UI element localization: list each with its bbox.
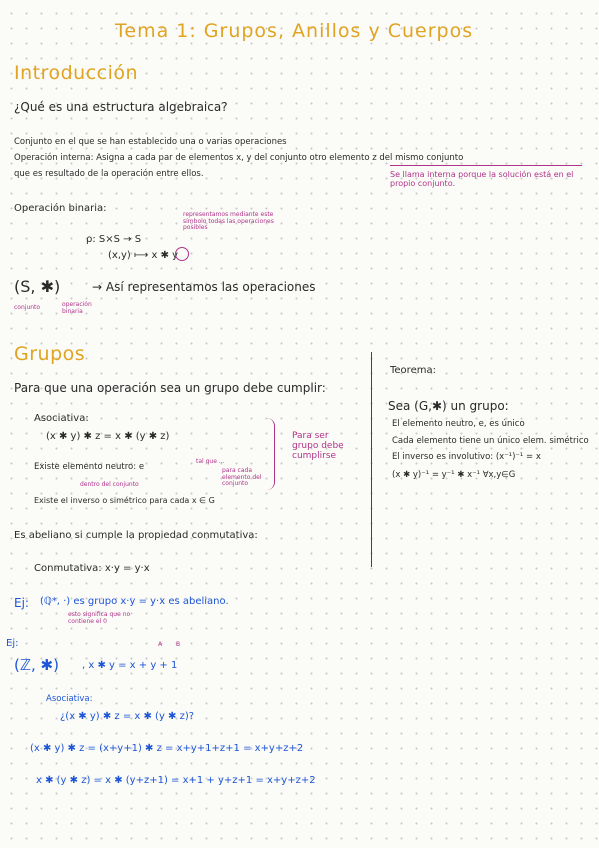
structure-arrow-text: → Así representamos las operaciones: [92, 280, 316, 294]
label-b: B: [176, 641, 181, 648]
note-representamos: representamos mediante este símbolo todas las operaciones posibles: [183, 211, 274, 232]
map-line-1: ρ: S×S → S: [86, 234, 142, 245]
asociativa-label: Asociativa:: [34, 413, 89, 424]
definition-line-1: Conjunto en el que se han establecido una o varias operaciones: [14, 137, 287, 147]
map-line-2: (x,y) ⟼ x ✱ y: [108, 250, 179, 261]
heading-grupos: Grupos: [14, 343, 86, 365]
definition-line-3: que es resultado de la operación entre ellos.: [14, 169, 204, 179]
ejemplo2-label: Ej:: [6, 638, 19, 649]
section-divider: [371, 352, 372, 567]
inverso-label: Existe el inverso o simétrico para cada x ∈ G: [34, 496, 215, 505]
ejemplo2-set: (ℤ, ✱): [14, 656, 59, 674]
ejemplo2-line-2: x ✱ (y ✱ z) = x ✱ (y+z+1) = x+1 + y+z+1 = x+y+z+2: [36, 775, 316, 786]
inverso-note-1: dentro del conjunto: [80, 481, 139, 488]
note-conjunto: conjunto: [14, 304, 41, 311]
inverso-note-2: para cada elemento del conjunto: [222, 467, 262, 488]
teorema-sea: Sea (G,✱) un grupo:: [388, 399, 509, 413]
definition-line-2: Operación interna: Asigna a cada par de elementos x, y del conjunto otro elemento z del mismo conjunto: [14, 153, 464, 163]
conditions-brace: [264, 418, 275, 490]
heading-introduccion: Introducción: [14, 62, 139, 84]
ejemplo2-asociativa: Asociativa:: [46, 694, 93, 704]
teorema-item-4: (x ✱ y)⁻¹ = y⁻¹ ✱ x⁻¹ ∀x,y∈G: [392, 470, 516, 480]
ejemplo2-line-1: (x ✱ y) ✱ z = (x+y+1) ✱ z = x+y+1+z+1 = x+y+z+2: [30, 743, 304, 754]
binaria-label: Operación binaria:: [14, 203, 107, 214]
neutro-label: Existe elemento neutro: e: [34, 462, 145, 472]
teorema-item-2: Cada elemento tiene un único elem. simétrico: [392, 436, 589, 446]
conmutativa-formula: Conmutativa: x·y = y·x: [34, 563, 150, 574]
grupos-intro: Para que una operación sea un grupo debe cumplir:: [14, 381, 326, 395]
ejemplo1-note: esto significa que no contiene el 0: [68, 611, 131, 625]
ejemplo2-question: ¿(x ✱ y) ✱ z = x ✱ (y ✱ z)?: [60, 711, 195, 722]
brace-note: Para ser grupo debe cumplirse: [292, 431, 344, 461]
note-interna: Se llama interna porque la solución está en el propio conjunto.: [390, 170, 574, 188]
ejemplo1-text: (ℚ*, ·) es grupo x·y = y·x es abeliano.: [40, 596, 229, 607]
page-title: Tema 1: Grupos, Anillos y Cuerpos: [115, 20, 474, 42]
asociativa-formula: (x ✱ y) ✱ z = x ✱ (y ✱ z): [46, 431, 170, 442]
intro-question: ¿Qué es una estructura algebraica?: [14, 100, 228, 114]
teorema-item-1: El elemento neutro, e, es único: [392, 419, 525, 429]
operator-circle: [175, 247, 189, 261]
underline-otro-elemento: [390, 165, 582, 166]
note-operacion-binaria: operación binaria: [62, 301, 92, 315]
label-a: A: [158, 641, 163, 648]
ejemplo1-label: Ej:: [14, 596, 29, 610]
abeliano-definition: Es abeliano si cumple la propiedad conmutativa:: [14, 530, 258, 541]
ejemplo2-definition: , x ✱ y = x + y + 1: [82, 660, 178, 671]
structure-pair: (S, ✱): [14, 277, 61, 296]
teorema-label: Teorema:: [390, 365, 436, 376]
teorema-item-3: El inverso es involutivo: (x⁻¹)⁻¹ = x: [392, 452, 541, 462]
neutro-note: tal que ...: [196, 458, 225, 465]
